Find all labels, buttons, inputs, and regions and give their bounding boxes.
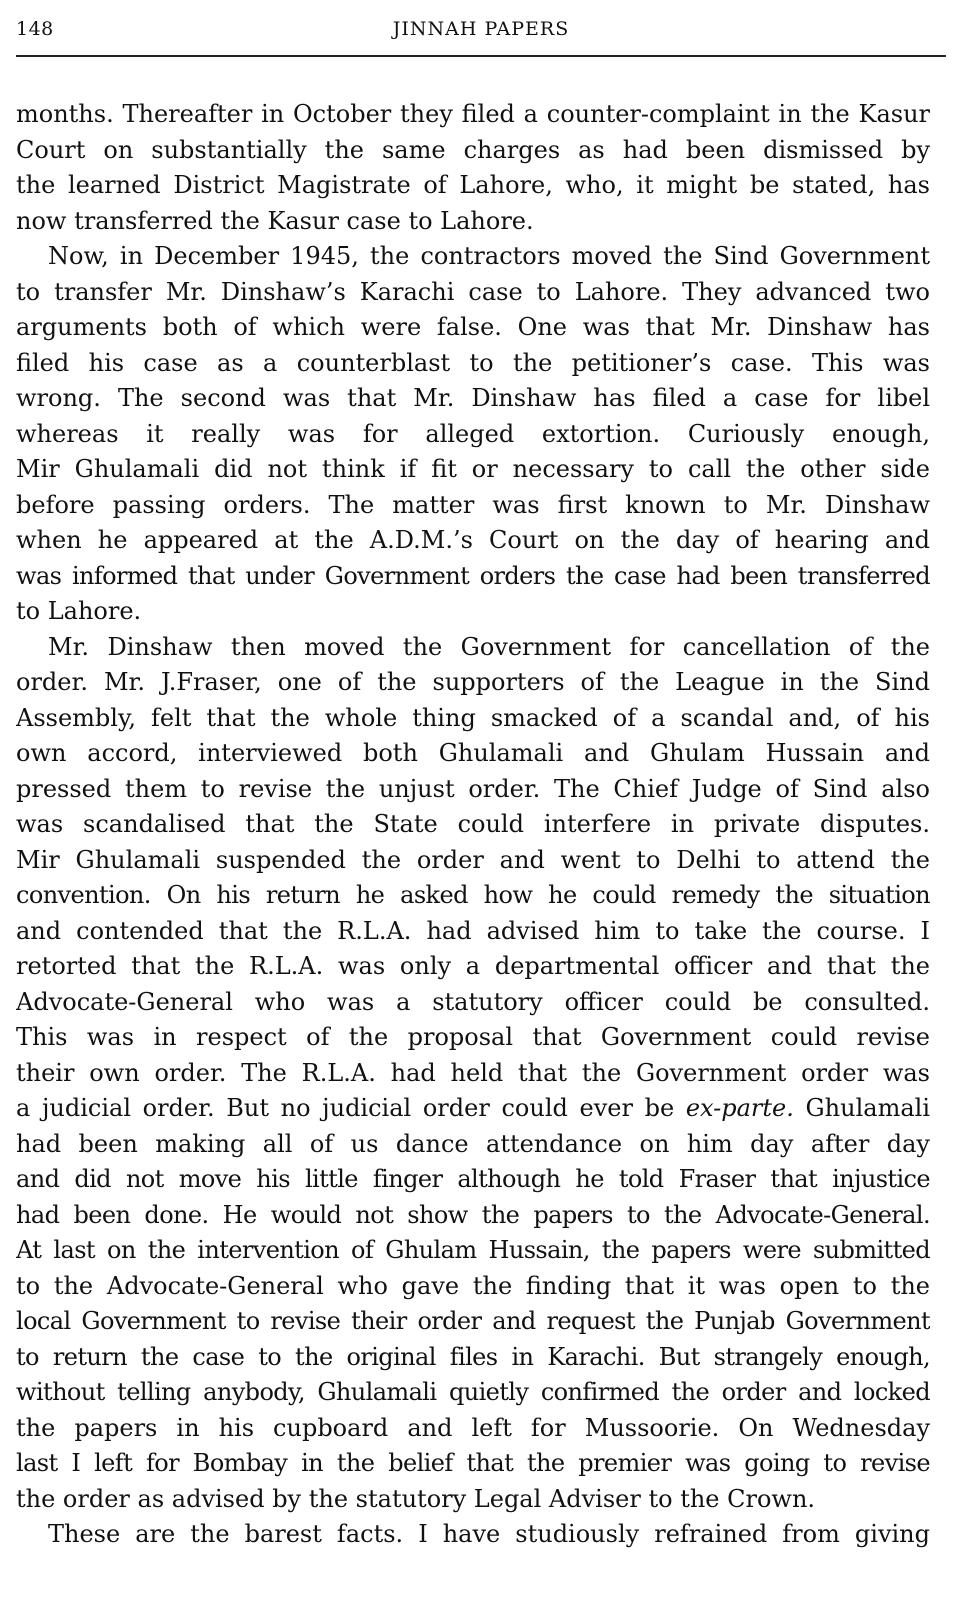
text-line: wrong. The second was that Mr. Dinshaw has filed a case for libel	[16, 384, 930, 412]
text-line: Mir Ghulamali suspended the order and went to Delhi to attend the	[16, 845, 930, 874]
text-line: when he appeared at the A.D.M.’s Court on the day of hearing and	[16, 526, 930, 554]
header-rule	[16, 55, 946, 57]
text-line: was scandalised that the State could interfere in private disputes.	[16, 810, 930, 838]
text-line: the learned District Magistrate of Lahore, who, it might be stated, has	[16, 171, 930, 199]
text-line: was informed that under Government orders the case had been transferred	[16, 561, 930, 590]
text-line: own accord, interviewed both Ghulamali and Ghulam Hussain and	[16, 739, 930, 767]
text-line: local Government to revise their order and request the Punjab Government	[16, 1307, 930, 1335]
text-line: and did not move his little finger although he told Fraser that injustice	[16, 1165, 930, 1193]
text-line: filed his case as a counterblast to the petitioner’s case. This was	[16, 348, 930, 377]
paragraph-start-line: Mr. Dinshaw then moved the Government for cancellation of the	[48, 632, 930, 661]
page-number: 148	[16, 18, 54, 40]
text-line: now transferred the Kasur case to Lahore.	[16, 206, 534, 235]
text-line: had been done. He would not show the papers to the Advocate-General.	[16, 1200, 930, 1229]
text-line: their own order. The R.L.A. had held that the Government order was	[16, 1058, 930, 1087]
running-title: JINNAH PAPERS	[392, 18, 570, 40]
paragraph-start-line: Now, in December 1945, the contractors moved the Sind Government	[48, 242, 930, 270]
text-line: the papers in his cupboard and left for Mussoorie. On Wednesday	[16, 1413, 930, 1442]
body-text	[16, 97, 930, 1553]
line-text-after: Ghulamali	[793, 1094, 930, 1122]
text-line: retorted that the R.L.A. was only a departmental officer and that the	[16, 952, 930, 980]
text-line: Advocate-General who was a statutory officer could be consulted.	[16, 987, 930, 1016]
line-text: a judicial order. But no judicial order could ever be	[16, 1094, 675, 1122]
text-line: to return the case to the original files in Karachi. But strangely enough,	[16, 1342, 930, 1371]
text-line: This was in respect of the proposal that Government could revise	[16, 1023, 930, 1051]
text-line: At last on the intervention of Ghulam Hussain, the papers were submitted	[16, 1236, 930, 1264]
text-line: to the Advocate-General who gave the finding that it was open to the	[16, 1271, 930, 1300]
running-header	[16, 14, 946, 54]
text-line: before passing orders. The matter was first known to Mr. Dinshaw	[16, 490, 930, 519]
italic-ex-parte: ex-parte.	[685, 1094, 794, 1122]
text-line: months. Thereafter in October they filed a counter-complaint in the Kasur	[16, 100, 930, 128]
paragraph-start-line: These are the barest facts. I have studiously refrained from giving	[48, 1520, 930, 1548]
text-line: convention. On his return he asked how he could remedy the situation	[16, 881, 930, 909]
text-line: Mir Ghulamali did not think if fit or necessary to call the other side	[16, 455, 930, 483]
text-line: Assembly, felt that the whole thing smacked of a scandal and, of his	[16, 703, 930, 732]
text-line: to Lahore.	[16, 597, 142, 625]
text-line: the order as advised by the statutory Legal Adviser to the Crown.	[16, 1484, 816, 1513]
text-line: and contended that the R.L.A. had advised him to take the course. I	[16, 916, 930, 945]
text-line: had been making all of us dance attendance on him day after day	[16, 1129, 930, 1158]
text-line: arguments both of which were false. One was that Mr. Dinshaw has	[16, 313, 930, 341]
text-line: whereas it really was for alleged extortion. Curiously enough,	[16, 419, 930, 448]
text-line: to transfer Mr. Dinshaw’s Karachi case to Lahore. They advanced two	[16, 277, 930, 306]
text-line-with-italic	[16, 1091, 930, 1127]
text-line: pressed them to revise the unjust order. The Chief Judge of Sind also	[16, 774, 930, 803]
text-line: without telling anybody, Ghulamali quietly confirmed the order and locked	[16, 1378, 930, 1406]
text-line: order. Mr. J.Fraser, one of the supporters of the League in the Sind	[16, 668, 930, 696]
text-line: Court on substantially the same charges as had been dismissed by	[16, 135, 930, 164]
text-line: last I left for Bombay in the belief that the premier was going to revise	[16, 1449, 930, 1477]
